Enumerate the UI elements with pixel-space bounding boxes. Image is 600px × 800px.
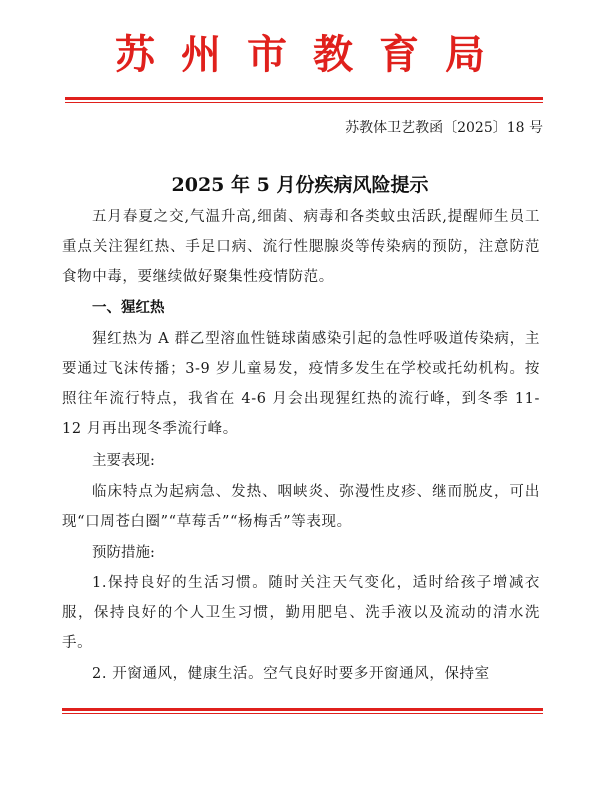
prevention-measure-2: 2. 开窗通风，健康生活。空气良好时要多开窗通风，保持室 [92, 666, 490, 682]
document-title: 2025 年 5 月份疾病风险提示 [171, 174, 429, 196]
section-heading-scarlet-fever: 一、猩红热 [92, 300, 165, 316]
letterhead-rule-thick [65, 97, 543, 100]
organization-letterhead: 苏州市教育局 [115, 31, 511, 78]
prevention-label: 预防措施: [92, 545, 155, 561]
letterhead-rule-thin [65, 102, 543, 103]
prevention-measure-1: 1.保持良好的生活习惯。随时关注天气变化，适时给孩子增减衣服，保持良好的个人卫生习惯，勤用肥皂、洗手液以及流动的清水洗手。 [62, 575, 540, 651]
scarlet-fever-paragraph: 猩红热为 A 群乙型溶血性链球菌感染引起的急性呼吸道传染病，主要通过飞沫传播；3-9 岁儿童易发，疫情多发生在学校或托幼机构。按照往年流行特点，我省在 4-6 月会出现猩红热的流行峰，到冬季 11-12 月再出现冬季流行峰。 [62, 331, 540, 437]
intro-paragraph: 五月春夏之交,气温升高,细菌、病毒和各类蚊虫活跃,提醒师生员工重点关注猩红热、手足口病、流行性腮腺炎等传染病的预防，注意防范食物中毒，要继续做好聚集性疫情防范。 [62, 209, 540, 285]
symptoms-label: 主要表现: [92, 453, 155, 469]
footer-rule-thin [62, 713, 543, 714]
footer-rule-thick [62, 708, 543, 711]
document-number: 苏教体卫艺教函〔2025〕18 号 [345, 120, 543, 136]
symptoms-paragraph: 临床特点为起病急、发热、咽峡炎、弥漫性皮疹、继而脱皮，可出现“口周苍白圈”“草莓舌”“杨梅舌”等表现。 [62, 484, 540, 530]
